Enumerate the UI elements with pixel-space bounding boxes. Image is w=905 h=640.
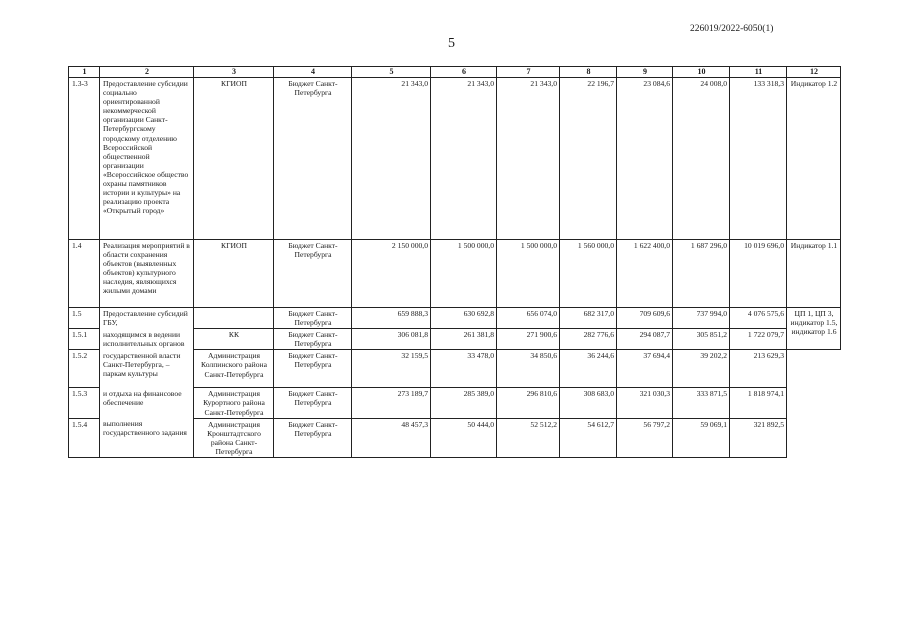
value-cell: 1 500 000,0: [431, 240, 497, 308]
program-table: [68, 66, 841, 458]
funding-source: Бюджет Санкт-Петербурга: [274, 308, 352, 329]
row-number: 1.5.1: [69, 329, 100, 350]
row-number: 1.5.4: [69, 418, 100, 457]
value-cell: 21 343,0: [431, 78, 497, 240]
measure-name: Реализация мероприятий в области сохранения объектов (выявленных объектов) культурного наследия, являющихся жилыми домами: [100, 240, 194, 308]
value-cell: 50 444,0: [431, 418, 497, 457]
measure-name-continuation: находящимся в ведении исполнительных органов: [100, 329, 194, 350]
funding-source: Бюджет Санкт-Петербурга: [274, 388, 352, 418]
value-cell: 23 084,6: [617, 78, 673, 240]
value-cell: 48 457,3: [352, 418, 431, 457]
executor: КГИОП: [194, 240, 274, 308]
executor: Администрация Колпинского района Санкт-Петербурга: [194, 350, 274, 388]
value-cell: 308 683,0: [560, 388, 617, 418]
executor: [194, 308, 274, 329]
value-cell: 10 019 696,0: [730, 240, 787, 308]
indicator: ЦП 1, ЦП 3, индикатор 1.5, индикатор 1.6: [787, 308, 841, 350]
value-cell: 21 343,0: [497, 78, 560, 240]
value-cell: 59 069,1: [673, 418, 730, 457]
value-cell: 1 818 974,1: [730, 388, 787, 418]
value-cell: 1 687 296,0: [673, 240, 730, 308]
value-cell: 282 776,6: [560, 329, 617, 350]
value-cell: 133 318,3: [730, 78, 787, 240]
header-row: [69, 67, 841, 78]
column-header: 6: [431, 67, 497, 78]
value-cell: 1 722 079,7: [730, 329, 787, 350]
table-row: [69, 78, 841, 240]
column-header: 12: [787, 67, 841, 78]
value-cell: 682 317,0: [560, 308, 617, 329]
column-header: 1: [69, 67, 100, 78]
funding-source: Бюджет Санкт-Петербурга: [274, 78, 352, 240]
value-cell: 22 196,7: [560, 78, 617, 240]
empty-cell: [787, 350, 841, 458]
table-row: [69, 418, 841, 457]
value-cell: 273 189,7: [352, 388, 431, 418]
value-cell: 21 343,0: [352, 78, 431, 240]
value-cell: 306 081,8: [352, 329, 431, 350]
value-cell: 2 150 000,0: [352, 240, 431, 308]
executor: КГИОП: [194, 78, 274, 240]
measure-name-continuation: государственной власти Санкт-Петербурга, – паркам культуры: [100, 350, 194, 388]
value-cell: 709 609,6: [617, 308, 673, 329]
funding-source: Бюджет Санкт-Петербурга: [274, 418, 352, 457]
measure-name-continuation: и отдыха на финансовое обеспечение: [100, 388, 194, 418]
table-row: [69, 308, 841, 329]
value-cell: 321 892,5: [730, 418, 787, 457]
value-cell: 1 500 000,0: [497, 240, 560, 308]
value-cell: 333 871,5: [673, 388, 730, 418]
value-cell: 296 810,6: [497, 388, 560, 418]
measure-name: Предоставление субсидии социально ориентированной некоммерческой организации Санкт-Петербургскому городскому отделению Всероссийской общественной организации «Всероссийское общество охраны памятников истории и культуры» на реализацию проекта «Открытый город»: [100, 78, 194, 240]
column-header: 3: [194, 67, 274, 78]
column-header: 9: [617, 67, 673, 78]
funding-source: Бюджет Санкт-Петербурга: [274, 350, 352, 388]
row-number: 1.5.2: [69, 350, 100, 388]
column-header: 11: [730, 67, 787, 78]
row-number: 1.4: [69, 240, 100, 308]
value-cell: 33 478,0: [431, 350, 497, 388]
value-cell: 656 074,0: [497, 308, 560, 329]
indicator: Индикатор 1.1: [787, 240, 841, 308]
value-cell: 32 159,5: [352, 350, 431, 388]
table-row: [69, 388, 841, 418]
value-cell: 4 076 575,6: [730, 308, 787, 329]
value-cell: 213 629,3: [730, 350, 787, 388]
funding-source: Бюджет Санкт-Петербурга: [274, 329, 352, 350]
table-row: [69, 350, 841, 388]
executor: Администрация Кронштадтского района Санкт-Петербурга: [194, 418, 274, 457]
page-number: 5: [448, 36, 455, 51]
column-header: 4: [274, 67, 352, 78]
column-header: 8: [560, 67, 617, 78]
value-cell: 321 030,3: [617, 388, 673, 418]
row-number: 1.5: [69, 308, 100, 329]
funding-source: Бюджет Санкт-Петербурга: [274, 240, 352, 308]
executor: КК: [194, 329, 274, 350]
value-cell: 659 888,3: [352, 308, 431, 329]
value-cell: 271 900,6: [497, 329, 560, 350]
indicator: Индикатор 1.2: [787, 78, 841, 240]
value-cell: 56 797,2: [617, 418, 673, 457]
value-cell: 36 244,6: [560, 350, 617, 388]
column-header: 10: [673, 67, 730, 78]
value-cell: 1 622 400,0: [617, 240, 673, 308]
document-number: 226019/2022-6050(1): [690, 24, 774, 34]
executor: Администрация Курортного района Санкт-Петербурга: [194, 388, 274, 418]
row-number: 1.5.3: [69, 388, 100, 418]
value-cell: 737 994,0: [673, 308, 730, 329]
value-cell: 261 381,8: [431, 329, 497, 350]
column-header: 2: [100, 67, 194, 78]
value-cell: 24 008,0: [673, 78, 730, 240]
value-cell: 285 389,0: [431, 388, 497, 418]
column-header: 7: [497, 67, 560, 78]
measure-name-continuation: выполнения государственного задания: [100, 418, 194, 457]
measure-name: Предоставление субсидий ГБУ,: [100, 308, 194, 329]
column-header: 5: [352, 67, 431, 78]
table-row: [69, 240, 841, 308]
value-cell: 34 850,6: [497, 350, 560, 388]
value-cell: 630 692,8: [431, 308, 497, 329]
value-cell: 54 612,7: [560, 418, 617, 457]
table-row: [69, 329, 841, 350]
value-cell: 294 087,7: [617, 329, 673, 350]
row-number: 1.3-3: [69, 78, 100, 240]
value-cell: 52 512,2: [497, 418, 560, 457]
value-cell: 39 202,2: [673, 350, 730, 388]
value-cell: 305 851,2: [673, 329, 730, 350]
value-cell: 1 560 000,0: [560, 240, 617, 308]
value-cell: 37 694,4: [617, 350, 673, 388]
